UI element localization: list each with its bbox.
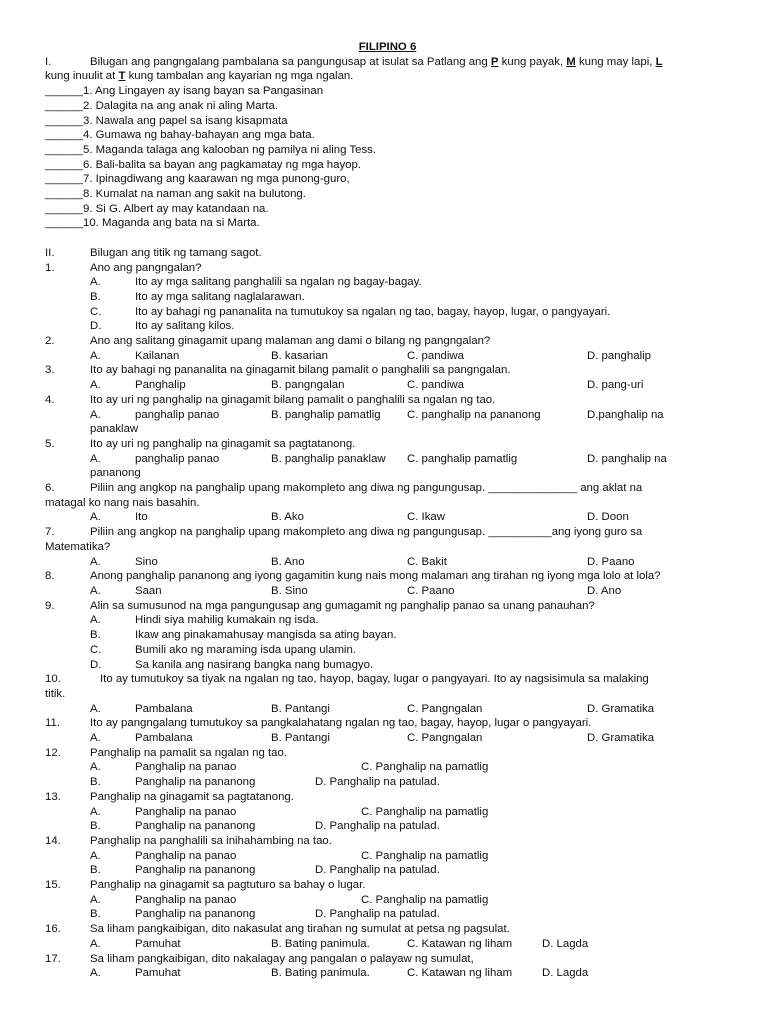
choice-d[interactable]: D. Panghalip na patulad. bbox=[315, 776, 440, 789]
choice-a[interactable]: Panghalip na panao bbox=[135, 893, 237, 906]
page-title: FILIPINO 6 bbox=[358, 41, 417, 53]
question-4 bbox=[45, 393, 730, 408]
choice-row bbox=[90, 907, 730, 922]
part1-item: ______5. Maganda talaga ang kalooban ng pamilya ni aling Tess. bbox=[45, 143, 376, 156]
choice-c[interactable]: C. pandiwa bbox=[407, 379, 464, 392]
choice-row bbox=[90, 378, 730, 393]
question-8 bbox=[45, 569, 730, 584]
choice-a[interactable]: Saan bbox=[135, 585, 162, 597]
question-1 bbox=[45, 261, 730, 276]
question-6 bbox=[45, 481, 730, 496]
choice-b[interactable]: B. Ako bbox=[271, 511, 304, 524]
question-number: 6. bbox=[45, 482, 55, 495]
part1-instr-a: Bilugan ang pangngalang pambalana sa pangungusap at isulat sa Patlang ang bbox=[90, 55, 491, 68]
question-text-continued: Matematika? bbox=[45, 540, 111, 553]
choice-a[interactable]: Panghalip na panao bbox=[135, 761, 237, 774]
choice-text: Ito ay bahagi ng pananalita na tumutukoy sa ngalan ng tao, bagay, hayop, lugar, o pangyayari. bbox=[135, 305, 611, 318]
choice-a-letter[interactable]: A. bbox=[90, 805, 101, 818]
choice-row bbox=[90, 349, 730, 364]
question-number: 12. bbox=[45, 746, 61, 759]
question-text: Panghalip na pamalit sa ngalan ng tao. bbox=[90, 746, 287, 759]
choice-d[interactable]: D. Gramatika bbox=[587, 732, 655, 745]
choice-c[interactable]: C. Panghalip na pamatlig bbox=[361, 805, 489, 818]
question-16 bbox=[45, 922, 730, 937]
question-text: Panghalip na panghalili sa inihahambing na tao. bbox=[90, 834, 332, 847]
key-may-lapi: M bbox=[566, 55, 576, 68]
choice-b[interactable]: B. panghalip panaklaw bbox=[271, 452, 386, 465]
question-number: 4. bbox=[45, 393, 55, 406]
choice-a-letter[interactable]: A. bbox=[90, 349, 101, 362]
choice-row bbox=[90, 775, 730, 790]
choice-b[interactable] bbox=[90, 290, 730, 305]
choice-c[interactable]: C. Bakit bbox=[407, 555, 447, 568]
key-payak: P bbox=[490, 55, 499, 68]
question-text: Ito ay tumutukoy sa tiyak na ngalan ng tao, hayop, bagay, lugar o pangyayari. Ito ay nagsisimula sa malaking bbox=[100, 673, 649, 686]
part1-item: ______8. Kumalat na naman ang sakit na bulutong. bbox=[45, 188, 306, 201]
question-11 bbox=[45, 716, 730, 731]
choice-a-letter[interactable]: A. bbox=[90, 452, 101, 465]
choice-c[interactable]: C. Paano bbox=[407, 585, 455, 597]
choice-c[interactable]: C. Ikaw bbox=[407, 511, 445, 524]
choice-a[interactable]: Ito bbox=[135, 511, 148, 524]
question-number: 3. bbox=[45, 364, 55, 377]
part1-item: ______7. Ipinagdiwang ang kaarawan ng mga punong-guro, bbox=[45, 173, 350, 186]
choice-a-letter[interactable]: A. bbox=[90, 937, 101, 950]
question-10 bbox=[45, 672, 730, 687]
choice-d[interactable]: D. Paano bbox=[587, 555, 635, 568]
question-number: 1. bbox=[45, 261, 55, 274]
choice-b[interactable]: B. Pantangi bbox=[271, 732, 330, 745]
choice-a-letter[interactable]: A. bbox=[90, 585, 101, 597]
choice-b[interactable]: B. Bating panimula. bbox=[271, 937, 370, 950]
choice-c[interactable]: C. Panghalip na pamatlig bbox=[361, 893, 489, 906]
choice-d[interactable]: D. Panghalip na patulad. bbox=[315, 864, 440, 877]
choice-b[interactable] bbox=[90, 628, 730, 643]
choice-c[interactable]: C. pandiwa bbox=[407, 349, 464, 362]
choice-a-letter[interactable]: A. bbox=[90, 893, 101, 906]
choice-c[interactable]: C. Pangngalan bbox=[407, 732, 483, 745]
choice-text: Hindi siya mahilig kumakain ng isda. bbox=[135, 614, 319, 627]
choice-a-letter[interactable]: A. bbox=[90, 849, 101, 862]
spacer bbox=[45, 231, 730, 246]
choice-b-letter[interactable]: B. bbox=[90, 908, 101, 921]
question-number: 9. bbox=[45, 599, 55, 612]
choice-c[interactable]: C. Panghalip na pamatlig bbox=[361, 849, 489, 862]
part1-instruction-line-2 bbox=[45, 69, 730, 84]
question-text: Ito ay bahagi ng pananalita na ginagamit bilang pamalit o panghalili sa pangngalan. bbox=[90, 364, 511, 377]
choice-b[interactable]: B. kasarian bbox=[271, 349, 328, 362]
part1-instr-d: kung inuulit at bbox=[45, 70, 119, 83]
choice-b[interactable]: Panghalip na pananong bbox=[135, 864, 256, 877]
choice-a[interactable]: Sino bbox=[135, 555, 158, 568]
choice-d[interactable]: D. panghalip bbox=[587, 349, 651, 362]
part1-number: I. bbox=[45, 55, 52, 68]
choice-d[interactable]: D. Doon bbox=[587, 511, 629, 524]
part2-instructions bbox=[45, 246, 730, 261]
part1-instr-c: kung may lapi, bbox=[575, 55, 656, 68]
question-text: Ito ay uri ng panghalip na ginagamit bilang pamalit o panghalili sa ngalan ng tao. bbox=[90, 393, 496, 406]
question-number: 8. bbox=[45, 570, 55, 583]
choice-letter: B. bbox=[90, 290, 101, 303]
part1-item: ______2. Dalagita na ang anak ni aling Marta. bbox=[45, 99, 279, 112]
choice-a-letter[interactable]: A. bbox=[90, 732, 101, 745]
choice-b[interactable]: Panghalip na pananong bbox=[135, 776, 256, 789]
choice-d[interactable] bbox=[90, 658, 730, 673]
choice-row bbox=[90, 849, 730, 864]
choice-d-continued: panaklaw bbox=[90, 423, 139, 436]
choice-a-letter[interactable]: A. bbox=[90, 555, 101, 568]
question-text: Ano ang salitang ginagamit upang malaman ang dami o bilang ng pangngalan? bbox=[90, 335, 491, 348]
choice-a[interactable]: Panghalip bbox=[135, 379, 186, 392]
question-text: Anong panghalip pananong ang iyong gagamitin kung nais mong malaman ang tirahan ng iyong mga lolo at lola? bbox=[90, 570, 661, 583]
question-text: Piliin ang angkop na panghalip upang makompleto ang diwa ng pangungusap. ______________ ang aklat na bbox=[90, 482, 643, 495]
choice-d[interactable]: D. Ano bbox=[587, 585, 622, 597]
choice-c[interactable]: C. Katawan ng liham bbox=[407, 967, 513, 980]
choice-a-letter[interactable]: A. bbox=[90, 511, 101, 524]
choice-letter: D. bbox=[90, 320, 102, 333]
choice-a[interactable]: Pamuhat bbox=[135, 937, 181, 950]
choice-d-continued: pananong bbox=[90, 467, 141, 480]
part1-item: ______1. Ang Lingayen ay isang bayan sa Pangasinan bbox=[45, 85, 324, 98]
question-text: Ito ay uri ng panghalip na ginagamit sa pagtatanong. bbox=[90, 437, 356, 450]
choice-row bbox=[90, 760, 730, 775]
part2-instruction: Bilugan ang titik ng tamang sagot. bbox=[90, 246, 262, 259]
part2-number: II. bbox=[45, 246, 55, 259]
part1-item: ______4. Gumawa ng bahay-bahayan ang mga bata. bbox=[45, 129, 315, 142]
choice-row bbox=[90, 510, 730, 525]
choice-row bbox=[90, 731, 730, 746]
question-text: Panghalip na ginagamit sa pagtatanong. bbox=[90, 790, 294, 803]
choice-a[interactable] bbox=[90, 275, 730, 290]
choice-a[interactable]: Panghalip na panao bbox=[135, 849, 237, 862]
choice-a[interactable]: panghalip panao bbox=[135, 452, 220, 465]
choice-a-letter[interactable]: A. bbox=[90, 408, 101, 421]
choice-text: Ito ay mga salitang panghalili sa ngalan ng bagay-bagay. bbox=[135, 276, 422, 289]
choice-d[interactable]: D. Lagda bbox=[542, 937, 589, 950]
choice-c[interactable] bbox=[90, 305, 730, 320]
choice-row bbox=[90, 702, 730, 717]
choice-text: Sa kanila ang nasirang bangka nang bumagyo. bbox=[135, 658, 374, 671]
choice-a-letter[interactable]: A. bbox=[90, 379, 101, 392]
choice-letter: D. bbox=[90, 658, 102, 671]
choice-text: Ito ay mga salitang naglalarawan. bbox=[135, 290, 305, 303]
part1-instr-e: kung tambalan ang kayarian ng mga ngalan. bbox=[125, 70, 354, 83]
question-17 bbox=[45, 952, 730, 967]
question-14 bbox=[45, 834, 730, 849]
question-number: 7. bbox=[45, 526, 55, 539]
choice-a[interactable]: Panghalip na panao bbox=[135, 805, 237, 818]
choice-letter: A. bbox=[90, 276, 101, 289]
choice-b[interactable]: Panghalip na pananong bbox=[135, 908, 256, 921]
choice-letter: A. bbox=[90, 614, 101, 627]
choice-row bbox=[90, 966, 730, 981]
question-text: Sa liham pangkaibigan, dito nakalagay ang pangalan o palayaw ng sumulat, bbox=[90, 952, 474, 965]
part1-instructions bbox=[45, 55, 730, 70]
choice-text: Bumili ako ng maraming isda upang ulamin. bbox=[135, 643, 356, 656]
choice-row bbox=[90, 408, 730, 423]
choice-c[interactable] bbox=[90, 643, 730, 658]
choice-c[interactable]: C. Pangngalan bbox=[407, 702, 483, 715]
choice-row bbox=[90, 584, 730, 599]
choice-d[interactable]: D. Panghalip na patulad. bbox=[315, 908, 440, 921]
choice-a-letter[interactable]: A. bbox=[90, 761, 101, 774]
question-text: Piliin ang angkop na panghalip upang makompleto ang diwa ng pangungusap. __________ang iyong guro sa bbox=[90, 526, 643, 539]
question-12 bbox=[45, 746, 730, 761]
choice-letter: B. bbox=[90, 629, 101, 642]
worksheet bbox=[45, 40, 730, 981]
choice-b-letter[interactable]: B. bbox=[90, 776, 101, 789]
choice-a[interactable]: Pambalana bbox=[135, 702, 193, 715]
question-15 bbox=[45, 878, 730, 893]
question-number: 10. bbox=[45, 673, 61, 686]
question-text: Ano ang pangngalan? bbox=[90, 261, 202, 274]
choice-row bbox=[90, 805, 730, 820]
question-text-continued: matagal ko nang nais basahin. bbox=[45, 496, 200, 509]
question-number: 2. bbox=[45, 335, 55, 348]
choice-letter: C. bbox=[90, 643, 102, 656]
question-5 bbox=[45, 437, 730, 452]
choice-d[interactable]: D. panghalip na bbox=[587, 452, 667, 465]
choice-text: Ikaw ang pinakamahusay mangisda sa ating bayan. bbox=[135, 629, 397, 642]
question-number: 15. bbox=[45, 879, 61, 892]
choice-d[interactable]: D. Panghalip na patulad. bbox=[315, 820, 440, 833]
choice-a-letter[interactable]: A. bbox=[90, 702, 101, 715]
choice-row bbox=[90, 893, 730, 908]
question-13 bbox=[45, 790, 730, 805]
part1-item: ______6. Bali-balita sa bayan ang pagkamatay ng mga hayop. bbox=[45, 158, 361, 171]
question-number: 16. bbox=[45, 923, 61, 936]
part1-item: ______3. Nawala ang papel sa isang kisapmata bbox=[45, 114, 288, 127]
question-7 bbox=[45, 525, 730, 540]
question-text: Sa liham pangkaibigan, dito nakasulat ang tirahan ng sumulat at petsa ng pagsulat. bbox=[90, 923, 510, 936]
choice-b-letter[interactable]: B. bbox=[90, 820, 101, 833]
key-inuulit: L bbox=[655, 55, 663, 68]
question-text: Alin sa sumusunod na mga pangungusap ang gumagamit ng panghalip panao sa unang panauhan? bbox=[90, 599, 595, 612]
question-text: Panghalip na ginagamit sa pagtuturo sa bahay o lugar. bbox=[90, 879, 366, 892]
choice-a-letter[interactable]: A. bbox=[90, 967, 101, 980]
part1-item: ______10. Maganda ang bata na si Marta. bbox=[45, 217, 260, 230]
question-2 bbox=[45, 334, 730, 349]
choice-row bbox=[90, 863, 730, 878]
choice-b[interactable]: B. Bating panimula. bbox=[271, 967, 370, 980]
choice-row bbox=[90, 452, 730, 467]
choice-d[interactable] bbox=[90, 319, 730, 334]
choice-b[interactable]: B. Sino bbox=[271, 585, 308, 597]
choice-row bbox=[90, 937, 730, 952]
question-3 bbox=[45, 363, 730, 378]
question-number: 13. bbox=[45, 790, 61, 803]
key-tambalan: T bbox=[118, 70, 126, 83]
choice-b[interactable]: B. Ano bbox=[271, 555, 305, 568]
part1-item: ______9. Si G. Albert ay may katandaan na. bbox=[45, 202, 269, 215]
choice-b-letter[interactable]: B. bbox=[90, 864, 101, 877]
question-text: Ito ay pangngalang tumutukoy sa pangkalahatang ngalan ng tao, bagay, hayop, lugar o pangyayari. bbox=[90, 717, 592, 730]
part1-instr-b: kung payak, bbox=[498, 55, 567, 68]
choice-d[interactable]: D. Lagda bbox=[542, 967, 589, 980]
choice-row bbox=[90, 819, 730, 834]
choice-a[interactable]: Kailanan bbox=[135, 349, 180, 362]
part1-instruction-line bbox=[90, 55, 663, 70]
choice-d[interactable]: D. pang-uri bbox=[587, 379, 644, 392]
choice-letter: C. bbox=[90, 305, 102, 318]
question-number: 11. bbox=[45, 717, 60, 730]
choice-a[interactable] bbox=[90, 613, 730, 628]
choice-a[interactable]: panghalip panao bbox=[135, 408, 220, 421]
choice-b[interactable]: B. pangngalan bbox=[271, 379, 345, 392]
choice-row bbox=[90, 555, 730, 570]
choice-a[interactable]: Pambalana bbox=[135, 732, 193, 745]
question-number: 5. bbox=[45, 437, 55, 450]
choice-c[interactable]: C. panghalip na pananong bbox=[407, 408, 541, 421]
part1-item-list bbox=[45, 84, 730, 231]
question-text-continued: titik. bbox=[45, 687, 66, 700]
question-number: 17. bbox=[45, 952, 61, 965]
question-9 bbox=[45, 599, 730, 614]
choice-text: Ito ay salitang kilos. bbox=[135, 320, 235, 333]
choice-d[interactable]: D.panghalip na bbox=[587, 408, 664, 421]
choice-b[interactable]: B. Pantangi bbox=[271, 702, 330, 715]
choice-c[interactable]: C. panghalip pamatlig bbox=[407, 452, 518, 465]
choice-b[interactable]: Panghalip na pananong bbox=[135, 820, 256, 833]
question-number: 14. bbox=[45, 834, 61, 847]
choice-d[interactable]: D. Gramatika bbox=[587, 702, 655, 715]
choice-a[interactable]: Pamuhat bbox=[135, 967, 181, 980]
choice-c[interactable]: C. Katawan ng liham bbox=[407, 937, 513, 950]
choice-c[interactable]: C. Panghalip na pamatlig bbox=[361, 761, 489, 774]
choice-b[interactable]: B. panghalip pamatlig bbox=[271, 408, 381, 421]
